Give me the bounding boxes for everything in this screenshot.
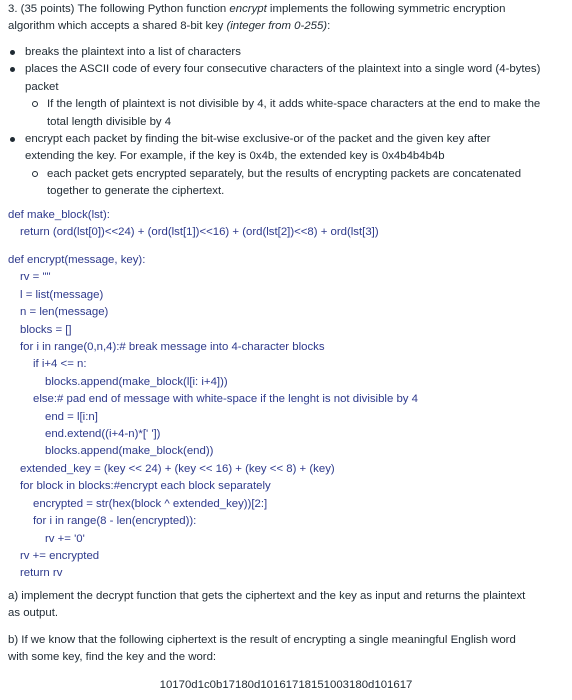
code-line: blocks.append(make_block(end)) bbox=[45, 445, 214, 458]
intro-line2-text: algorithm which accepts a shared 8-bit key bbox=[8, 20, 227, 33]
part-b-text: b) If we know that the following ciphertext is the result of encrypting a single meaningful English word bbox=[8, 634, 516, 646]
algorithm-bullets bbox=[8, 44, 566, 201]
sub-bullet-continuation bbox=[8, 114, 566, 131]
code-line: rv += encrypted bbox=[20, 549, 100, 562]
bullet-icon bbox=[10, 50, 15, 55]
key-range-note: (integer from 0-255) bbox=[226, 20, 328, 33]
bullet-continuation bbox=[8, 79, 566, 96]
code-line: if i+4 <= n: bbox=[33, 358, 87, 371]
sub-bullet-item bbox=[8, 96, 566, 113]
make-block-code bbox=[8, 207, 566, 242]
part-b-text: with some key, find the key and the word: bbox=[8, 651, 217, 664]
circle-bullet-icon bbox=[32, 171, 38, 177]
bullet-text: extending the key. For example, if the key is 0x4b, the extended key is 0x4b4b4b4b bbox=[25, 150, 445, 163]
code-line: else:# pad end of message with white-space if the lenght is not divisible by 4 bbox=[33, 393, 418, 406]
question-intro bbox=[8, 0, 566, 36]
code-line: end.extend((i+4-n)*[' ']) bbox=[45, 428, 161, 441]
code-line: l = list(message) bbox=[20, 288, 104, 301]
intro-line2-colon: : bbox=[327, 20, 331, 33]
intro-text: 3. (35 points) The following Python function bbox=[8, 3, 230, 15]
bullet-item bbox=[8, 131, 566, 148]
sub-bullet-text: If the length of plaintext is not divisible by 4, it adds white-space characters at the end to make the bbox=[47, 98, 541, 111]
part-a bbox=[8, 588, 566, 623]
part-b bbox=[8, 632, 566, 667]
circle-bullet-icon bbox=[32, 101, 38, 107]
bullet-text: packet bbox=[25, 80, 59, 93]
code-line: for i in range(8 - len(encrypted)): bbox=[33, 515, 197, 528]
sub-bullet-item bbox=[8, 166, 566, 183]
bullet-continuation bbox=[8, 148, 566, 165]
sub-bullet-text: each packet gets encrypted separately, but the results of encrypting packets are concatenated bbox=[47, 167, 522, 180]
code-line: def make_block(lst): bbox=[8, 209, 110, 221]
bullet-icon bbox=[10, 137, 15, 142]
code-line: blocks = [] bbox=[20, 323, 72, 336]
intro-text-end: implements the following symmetric encryption bbox=[266, 3, 506, 15]
ciphertext-value: 10170d1c0b17180d10161718151003180d101617 bbox=[159, 679, 413, 691]
function-name: encrypt bbox=[229, 3, 267, 15]
sub-bullet-continuation bbox=[8, 183, 566, 200]
code-line: rv = "" bbox=[20, 271, 51, 284]
code-line: def encrypt(message, key): bbox=[8, 254, 146, 266]
sub-bullet-text: together to generate the ciphertext. bbox=[47, 185, 225, 198]
code-line: extended_key = (key << 24) + (key << 16) + (key << 8) + (key) bbox=[20, 462, 335, 475]
intro-line-1 bbox=[8, 1, 566, 18]
code-line: rv += '0' bbox=[45, 532, 85, 545]
code-line: end = l[i:n] bbox=[45, 410, 98, 423]
bullet-text: places the ASCII code of every four consecutive characters of the plaintext into a single word (4-bytes) bbox=[25, 63, 541, 76]
code-line: for i in range(0,n,4):# break message into 4-character blocks bbox=[20, 341, 325, 354]
code-line: return (ord(lst[0])<<24) + (ord(lst[1])<<16) + (ord(lst[2])<<8) + ord(lst[3]) bbox=[20, 226, 379, 239]
code-line: blocks.append(make_block(l[i: i+4])) bbox=[45, 375, 228, 388]
code-line: for block in blocks:#encrypt each block separately bbox=[20, 480, 271, 493]
bullet-text: encrypt each packet by finding the bit-wise exclusive-or of the packet and the given key after bbox=[25, 133, 491, 146]
bullet-text: breaks the plaintext into a list of characters bbox=[25, 46, 241, 58]
part-a-text: as output. bbox=[8, 607, 59, 620]
code-line: return rv bbox=[20, 567, 63, 580]
part-a-text: a) implement the decrypt function that gets the ciphertext and the key as input and returns the plaintext bbox=[8, 590, 526, 602]
sub-bullet-text: total length divisible by 4 bbox=[47, 115, 172, 128]
bullet-icon bbox=[10, 67, 15, 72]
code-line: encrypted = str(hex(block ^ extended_key))[2:] bbox=[33, 497, 268, 510]
bullet-item bbox=[8, 44, 566, 61]
intro-line-2 bbox=[8, 18, 566, 35]
code-line: n = len(message) bbox=[20, 306, 109, 319]
bullet-item bbox=[8, 61, 566, 78]
encrypt-code bbox=[8, 252, 566, 583]
